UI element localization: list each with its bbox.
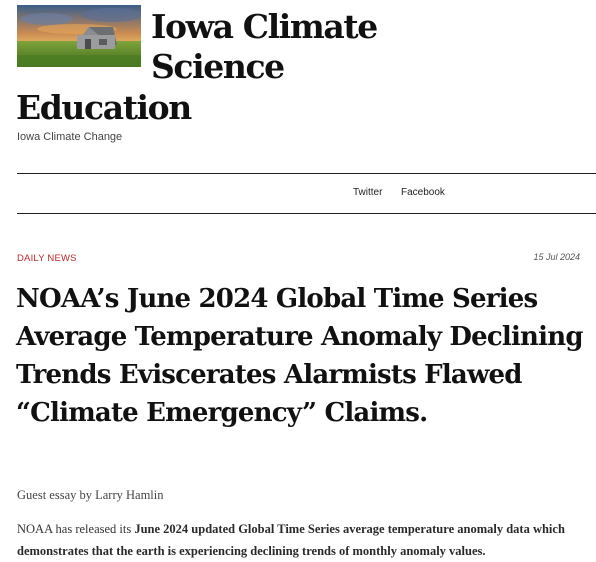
barn-sunset-image <box>17 5 141 67</box>
nav-link-facebook[interactable]: Facebook <box>401 187 445 198</box>
post-excerpt <box>17 518 587 562</box>
site-header <box>0 0 596 160</box>
site-title-line-3[interactable]: Education <box>16 88 191 127</box>
site-tagline: Iowa Climate Change <box>17 131 123 143</box>
excerpt-bold-text: June 2024 updated Global Time Series average temperature anomaly data which demonstrates that the earth is experiencing declining trends of monthly anomaly values. <box>17 522 565 558</box>
nav-link-twitter[interactable]: Twitter <box>353 187 383 198</box>
main-navigation <box>0 174 596 213</box>
nav-bottom-divider <box>17 213 596 214</box>
post-date: 15 Jul 2024 <box>533 252 580 262</box>
post-byline: Guest essay by Larry Hamlin <box>17 488 164 502</box>
excerpt-intro-text: NOAA has released its <box>17 522 135 536</box>
site-title-line-2[interactable]: Science <box>151 47 284 86</box>
post-category-link[interactable]: DAILY NEWS <box>17 253 77 264</box>
post-title[interactable]: NOAA’s June 2024 Global Time Series Average Temperature Anomaly Declining Trends Eviscerates Alarmists Flawed “Climate Emergency” Claims. <box>16 284 583 428</box>
site-logo-image[interactable] <box>17 5 141 67</box>
site-title-line-1[interactable]: Iowa Climate <box>151 7 377 46</box>
